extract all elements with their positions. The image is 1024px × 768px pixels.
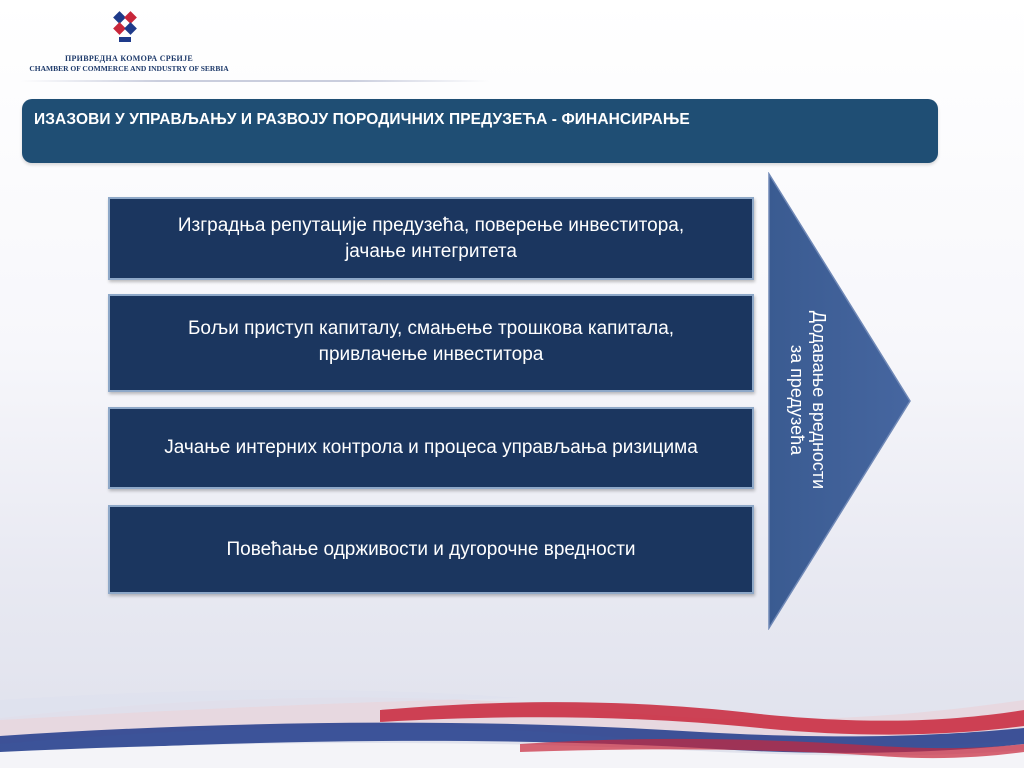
org-name-en: CHAMBER OF COMMERCE AND INDUSTRY OF SERBIA [29,64,229,73]
title-bar [22,99,938,163]
benefit-text-1 [158,199,704,265]
benefit-3-line1: Јачање интерних контрола и процеса управљања ризицима [164,437,698,458]
benefit-4-line1: Повећање одрживости и дугорочне вредности [226,538,636,560]
benefit-1-line1: Изградња репутације предузећа, поверење инвеститора, [177,215,685,236]
chamber-logo-icon [112,10,138,44]
benefit-box-1 [108,197,754,280]
logo [14,10,234,73]
arrow-label-text [786,250,830,550]
benefit-box-2 [108,294,754,392]
header-divider [20,80,490,82]
benefit-2-line1: Бољи приступ капиталу, смањење трошкова капитала, [187,318,675,339]
benefit-box-3 [108,407,754,489]
benefit-box-4 [108,505,754,594]
benefit-2-line2: привлачење инвеститора [318,344,544,365]
arrow-label-line2: за предузећа [787,344,807,456]
benefit-1-line2: јачање интегритета [345,241,517,262]
slide-title: ИЗАЗОВИ У УПРАВЉАЊУ И РАЗВОЈУ ПОРОДИЧНИХ ПРЕДУЗЕЋА - ФИНАНСИРАЊЕ [34,111,690,128]
arrow-label-line1: Додавање вредности [809,310,829,490]
org-name-sr: ПРИВРЕДНА КОМОРА СРБИЈЕ [64,54,194,63]
benefit-text-2 [168,296,694,368]
flag-waves-decoration [0,640,1024,768]
